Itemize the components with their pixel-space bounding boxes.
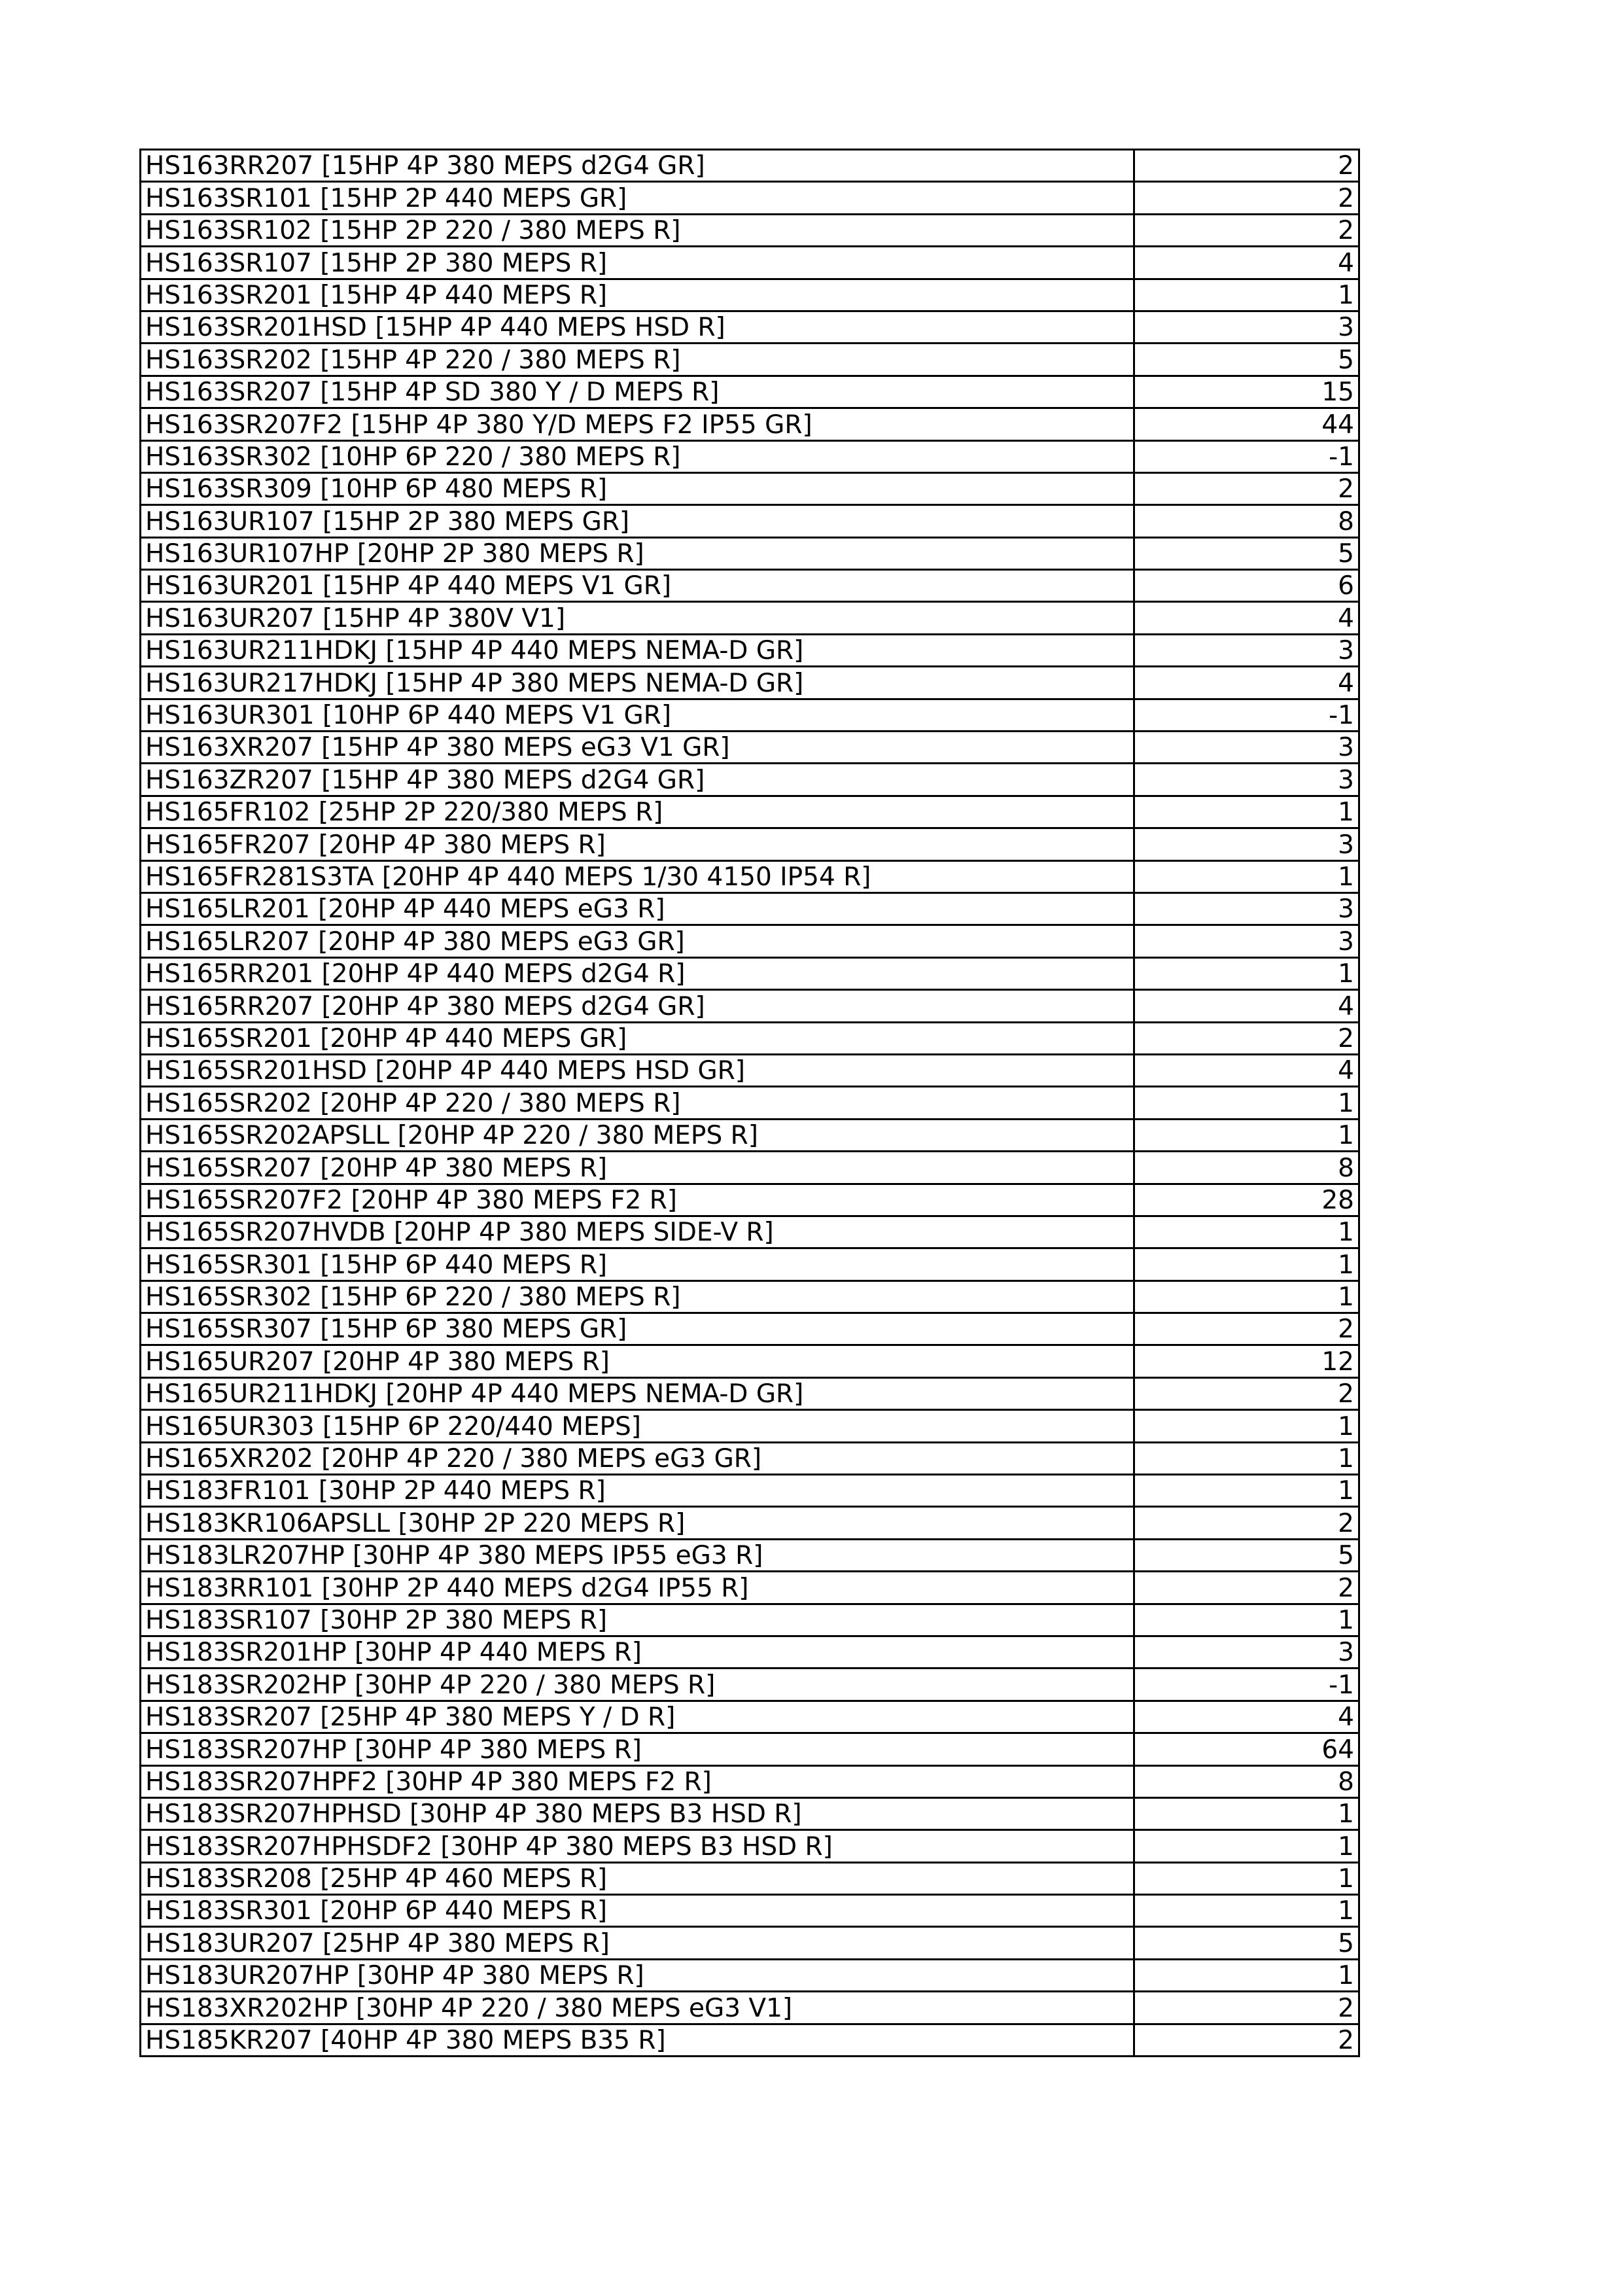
quantity-cell: 1 bbox=[1134, 1248, 1359, 1280]
item-description-cell: HS163SR202 [15HP 4P 220 / 380 MEPS R] bbox=[141, 344, 1134, 376]
quantity-cell: 1 bbox=[1134, 1959, 1359, 1991]
table-row bbox=[141, 1248, 1359, 1280]
table-row bbox=[141, 1636, 1359, 1668]
quantity-cell: 3 bbox=[1134, 828, 1359, 860]
item-description-cell: HS183SR107 [30HP 2P 380 MEPS R] bbox=[141, 1604, 1134, 1636]
item-description-cell: HS183UR207HP [30HP 4P 380 MEPS R] bbox=[141, 1959, 1134, 1991]
item-description-cell: HS163SR207F2 [15HP 4P 380 Y/D MEPS F2 IP55 GR] bbox=[141, 408, 1134, 440]
quantity-cell: 2 bbox=[1134, 150, 1359, 182]
item-description-cell: HS165SR302 [15HP 6P 220 / 380 MEPS R] bbox=[141, 1280, 1134, 1313]
table-row bbox=[141, 1992, 1359, 2024]
table-row bbox=[141, 1927, 1359, 1959]
item-description-cell: HS165RR207 [20HP 4P 380 MEPS d2G4 GR] bbox=[141, 990, 1134, 1022]
item-description-cell: HS163UR207 [15HP 4P 380V V1] bbox=[141, 602, 1134, 634]
item-description-cell: HS165UR207 [20HP 4P 380 MEPS R] bbox=[141, 1345, 1134, 1377]
quantity-cell: 1 bbox=[1134, 1280, 1359, 1313]
quantity-cell: 2 bbox=[1134, 1507, 1359, 1539]
item-description-cell: HS165UR211HDKJ [20HP 4P 440 MEPS NEMA-D GR] bbox=[141, 1377, 1134, 1409]
table-row bbox=[141, 1733, 1359, 1765]
item-description-cell: HS165FR207 [20HP 4P 380 MEPS R] bbox=[141, 828, 1134, 860]
item-description-cell: HS165SR201 [20HP 4P 440 MEPS GR] bbox=[141, 1022, 1134, 1054]
quantity-cell: 1 bbox=[1134, 957, 1359, 989]
quantity-cell: 8 bbox=[1134, 1152, 1359, 1184]
table-row bbox=[141, 1669, 1359, 1701]
quantity-cell: -1 bbox=[1134, 699, 1359, 731]
table-row bbox=[141, 150, 1359, 182]
quantity-cell: 1 bbox=[1134, 1442, 1359, 1474]
table-row bbox=[141, 860, 1359, 892]
quantity-cell: 3 bbox=[1134, 892, 1359, 925]
quantity-cell: 2 bbox=[1134, 1377, 1359, 1409]
table-row bbox=[141, 1377, 1359, 1409]
item-description-cell: HS163UR107 [15HP 2P 380 MEPS GR] bbox=[141, 505, 1134, 537]
quantity-cell: 2 bbox=[1134, 1572, 1359, 1604]
table-row bbox=[141, 990, 1359, 1022]
item-description-cell: HS183SR207HPF2 [30HP 4P 380 MEPS F2 R] bbox=[141, 1765, 1134, 1797]
table-row bbox=[141, 1152, 1359, 1184]
table-row bbox=[141, 1830, 1359, 1862]
table-row bbox=[141, 1216, 1359, 1248]
table-row bbox=[141, 764, 1359, 796]
quantity-cell: 1 bbox=[1134, 796, 1359, 828]
table-row bbox=[141, 505, 1359, 537]
item-description-cell: HS165FR281S3TA [20HP 4P 440 MEPS 1/30 4150 IP54 R] bbox=[141, 860, 1134, 892]
item-description-cell: HS183SR207HPHSD [30HP 4P 380 MEPS B3 HSD R] bbox=[141, 1797, 1134, 1829]
item-description-cell: HS163SR302 [10HP 6P 220 / 380 MEPS R] bbox=[141, 440, 1134, 472]
quantity-cell: 1 bbox=[1134, 1119, 1359, 1151]
item-description-cell: HS183SR208 [25HP 4P 460 MEPS R] bbox=[141, 1862, 1134, 1894]
quantity-cell: 2 bbox=[1134, 1022, 1359, 1054]
quantity-cell: 5 bbox=[1134, 1927, 1359, 1959]
quantity-cell: 1 bbox=[1134, 860, 1359, 892]
item-description-cell: HS163SR201 [15HP 4P 440 MEPS R] bbox=[141, 279, 1134, 311]
item-description-cell: HS165SR207F2 [20HP 4P 380 MEPS F2 R] bbox=[141, 1184, 1134, 1216]
item-description-cell: HS163UR217HDKJ [15HP 4P 380 MEPS NEMA-D GR] bbox=[141, 667, 1134, 699]
quantity-cell: 3 bbox=[1134, 764, 1359, 796]
item-description-cell: HS163SR309 [10HP 6P 480 MEPS R] bbox=[141, 472, 1134, 504]
table-row bbox=[141, 570, 1359, 602]
table-row bbox=[141, 699, 1359, 731]
item-description-cell: HS163UR107HP [20HP 2P 380 MEPS R] bbox=[141, 537, 1134, 569]
table-row bbox=[141, 667, 1359, 699]
table-row bbox=[141, 247, 1359, 279]
item-description-cell: HS163SR201HSD [15HP 4P 440 MEPS HSD R] bbox=[141, 311, 1134, 343]
quantity-cell: 1 bbox=[1134, 1216, 1359, 1248]
table-row bbox=[141, 1862, 1359, 1894]
inventory-table bbox=[139, 149, 1360, 2057]
quantity-cell: -1 bbox=[1134, 1669, 1359, 1701]
table-row bbox=[141, 1087, 1359, 1119]
item-description-cell: HS163SR102 [15HP 2P 220 / 380 MEPS R] bbox=[141, 214, 1134, 246]
table-row bbox=[141, 537, 1359, 569]
table-row bbox=[141, 957, 1359, 989]
item-description-cell: HS183SR201HP [30HP 4P 440 MEPS R] bbox=[141, 1636, 1134, 1668]
item-description-cell: HS163ZR207 [15HP 4P 380 MEPS d2G4 GR] bbox=[141, 764, 1134, 796]
item-description-cell: HS165RR201 [20HP 4P 440 MEPS d2G4 R] bbox=[141, 957, 1134, 989]
quantity-cell: 1 bbox=[1134, 1410, 1359, 1442]
table-row bbox=[141, 1054, 1359, 1086]
table-row bbox=[141, 1572, 1359, 1604]
item-description-cell: HS183XR202HP [30HP 4P 220 / 380 MEPS eG3 V1] bbox=[141, 1992, 1134, 2024]
table-row bbox=[141, 2024, 1359, 2056]
item-description-cell: HS183LR207HP [30HP 4P 380 MEPS IP55 eG3 R] bbox=[141, 1539, 1134, 1571]
quantity-cell: 4 bbox=[1134, 990, 1359, 1022]
quantity-cell: 2 bbox=[1134, 2024, 1359, 2056]
inventory-table-body bbox=[141, 150, 1359, 2057]
item-description-cell: HS165LR207 [20HP 4P 380 MEPS eG3 GR] bbox=[141, 925, 1134, 957]
table-row bbox=[141, 1797, 1359, 1829]
item-description-cell: HS165SR301 [15HP 6P 440 MEPS R] bbox=[141, 1248, 1134, 1280]
item-description-cell: HS165SR207 [20HP 4P 380 MEPS R] bbox=[141, 1152, 1134, 1184]
quantity-cell: 1 bbox=[1134, 1087, 1359, 1119]
item-description-cell: HS163RR207 [15HP 4P 380 MEPS d2G4 GR] bbox=[141, 150, 1134, 182]
table-row bbox=[141, 1022, 1359, 1054]
table-row bbox=[141, 1701, 1359, 1733]
table-row bbox=[141, 279, 1359, 311]
table-row bbox=[141, 376, 1359, 408]
table-row bbox=[141, 182, 1359, 214]
table-row bbox=[141, 408, 1359, 440]
quantity-cell: 1 bbox=[1134, 1604, 1359, 1636]
quantity-cell: 4 bbox=[1134, 1054, 1359, 1086]
table-row bbox=[141, 1959, 1359, 1991]
item-description-cell: HS165SR201HSD [20HP 4P 440 MEPS HSD GR] bbox=[141, 1054, 1134, 1086]
quantity-cell: 2 bbox=[1134, 472, 1359, 504]
table-row bbox=[141, 1604, 1359, 1636]
item-description-cell: HS165SR202APSLL [20HP 4P 220 / 380 MEPS R] bbox=[141, 1119, 1134, 1151]
quantity-cell: 64 bbox=[1134, 1733, 1359, 1765]
quantity-cell: 4 bbox=[1134, 667, 1359, 699]
quantity-cell: 4 bbox=[1134, 602, 1359, 634]
quantity-cell: 5 bbox=[1134, 344, 1359, 376]
item-description-cell: HS183SR301 [20HP 6P 440 MEPS R] bbox=[141, 1895, 1134, 1927]
quantity-cell: 2 bbox=[1134, 1313, 1359, 1345]
item-description-cell: HS183KR106APSLL [30HP 2P 220 MEPS R] bbox=[141, 1507, 1134, 1539]
table-row bbox=[141, 1507, 1359, 1539]
table-row bbox=[141, 1765, 1359, 1797]
quantity-cell: 2 bbox=[1134, 214, 1359, 246]
table-row bbox=[141, 472, 1359, 504]
quantity-cell: 3 bbox=[1134, 634, 1359, 666]
quantity-cell: 1 bbox=[1134, 1797, 1359, 1829]
table-row bbox=[141, 1313, 1359, 1345]
item-description-cell: HS183SR207HP [30HP 4P 380 MEPS R] bbox=[141, 1733, 1134, 1765]
quantity-cell: 3 bbox=[1134, 1636, 1359, 1668]
item-description-cell: HS163SR101 [15HP 2P 440 MEPS GR] bbox=[141, 182, 1134, 214]
quantity-cell: 8 bbox=[1134, 1765, 1359, 1797]
item-description-cell: HS165SR202 [20HP 4P 220 / 380 MEPS R] bbox=[141, 1087, 1134, 1119]
table-row bbox=[141, 828, 1359, 860]
table-row bbox=[141, 1442, 1359, 1474]
quantity-cell: 3 bbox=[1134, 311, 1359, 343]
table-row bbox=[141, 1280, 1359, 1313]
quantity-cell: 1 bbox=[1134, 279, 1359, 311]
quantity-cell: -1 bbox=[1134, 440, 1359, 472]
quantity-cell: 8 bbox=[1134, 505, 1359, 537]
table-row bbox=[141, 1539, 1359, 1571]
table-row bbox=[141, 311, 1359, 343]
item-description-cell: HS183UR207 [25HP 4P 380 MEPS R] bbox=[141, 1927, 1134, 1959]
item-description-cell: HS163SR107 [15HP 2P 380 MEPS R] bbox=[141, 247, 1134, 279]
quantity-cell: 15 bbox=[1134, 376, 1359, 408]
item-description-cell: HS165FR102 [25HP 2P 220/380 MEPS R] bbox=[141, 796, 1134, 828]
table-row bbox=[141, 602, 1359, 634]
item-description-cell: HS163UR201 [15HP 4P 440 MEPS V1 GR] bbox=[141, 570, 1134, 602]
item-description-cell: HS185KR207 [40HP 4P 380 MEPS B35 R] bbox=[141, 2024, 1134, 2056]
table-row bbox=[141, 1895, 1359, 1927]
table-row bbox=[141, 344, 1359, 376]
table-row bbox=[141, 1184, 1359, 1216]
item-description-cell: HS163UR301 [10HP 6P 440 MEPS V1 GR] bbox=[141, 699, 1134, 731]
quantity-cell: 1 bbox=[1134, 1895, 1359, 1927]
quantity-cell: 12 bbox=[1134, 1345, 1359, 1377]
item-description-cell: HS183RR101 [30HP 2P 440 MEPS d2G4 IP55 R] bbox=[141, 1572, 1134, 1604]
table-row bbox=[141, 1119, 1359, 1151]
table-row bbox=[141, 732, 1359, 764]
quantity-cell: 2 bbox=[1134, 182, 1359, 214]
table-row bbox=[141, 925, 1359, 957]
table-row bbox=[141, 1475, 1359, 1507]
table-row bbox=[141, 796, 1359, 828]
table-row bbox=[141, 1410, 1359, 1442]
quantity-cell: 5 bbox=[1134, 537, 1359, 569]
item-description-cell: HS163SR207 [15HP 4P SD 380 Y / D MEPS R] bbox=[141, 376, 1134, 408]
item-description-cell: HS165SR307 [15HP 6P 380 MEPS GR] bbox=[141, 1313, 1134, 1345]
item-description-cell: HS165SR207HVDB [20HP 4P 380 MEPS SIDE-V R] bbox=[141, 1216, 1134, 1248]
quantity-cell: 1 bbox=[1134, 1475, 1359, 1507]
item-description-cell: HS165XR202 [20HP 4P 220 / 380 MEPS eG3 GR] bbox=[141, 1442, 1134, 1474]
quantity-cell: 3 bbox=[1134, 732, 1359, 764]
quantity-cell: 1 bbox=[1134, 1862, 1359, 1894]
table-row bbox=[141, 440, 1359, 472]
quantity-cell: 28 bbox=[1134, 1184, 1359, 1216]
quantity-cell: 6 bbox=[1134, 570, 1359, 602]
quantity-cell: 44 bbox=[1134, 408, 1359, 440]
quantity-cell: 4 bbox=[1134, 247, 1359, 279]
item-description-cell: HS183SR202HP [30HP 4P 220 / 380 MEPS R] bbox=[141, 1669, 1134, 1701]
item-description-cell: HS165UR303 [15HP 6P 220/440 MEPS] bbox=[141, 1410, 1134, 1442]
quantity-cell: 2 bbox=[1134, 1992, 1359, 2024]
item-description-cell: HS183SR207 [25HP 4P 380 MEPS Y / D R] bbox=[141, 1701, 1134, 1733]
item-description-cell: HS165LR201 [20HP 4P 440 MEPS eG3 R] bbox=[141, 892, 1134, 925]
item-description-cell: HS183SR207HPHSDF2 [30HP 4P 380 MEPS B3 HSD R] bbox=[141, 1830, 1134, 1862]
quantity-cell: 1 bbox=[1134, 1830, 1359, 1862]
table-row bbox=[141, 1345, 1359, 1377]
item-description-cell: HS163XR207 [15HP 4P 380 MEPS eG3 V1 GR] bbox=[141, 732, 1134, 764]
quantity-cell: 4 bbox=[1134, 1701, 1359, 1733]
item-description-cell: HS183FR101 [30HP 2P 440 MEPS R] bbox=[141, 1475, 1134, 1507]
item-description-cell: HS163UR211HDKJ [15HP 4P 440 MEPS NEMA-D GR] bbox=[141, 634, 1134, 666]
quantity-cell: 5 bbox=[1134, 1539, 1359, 1571]
table-row bbox=[141, 892, 1359, 925]
quantity-cell: 3 bbox=[1134, 925, 1359, 957]
table-row bbox=[141, 214, 1359, 246]
table-row bbox=[141, 634, 1359, 666]
